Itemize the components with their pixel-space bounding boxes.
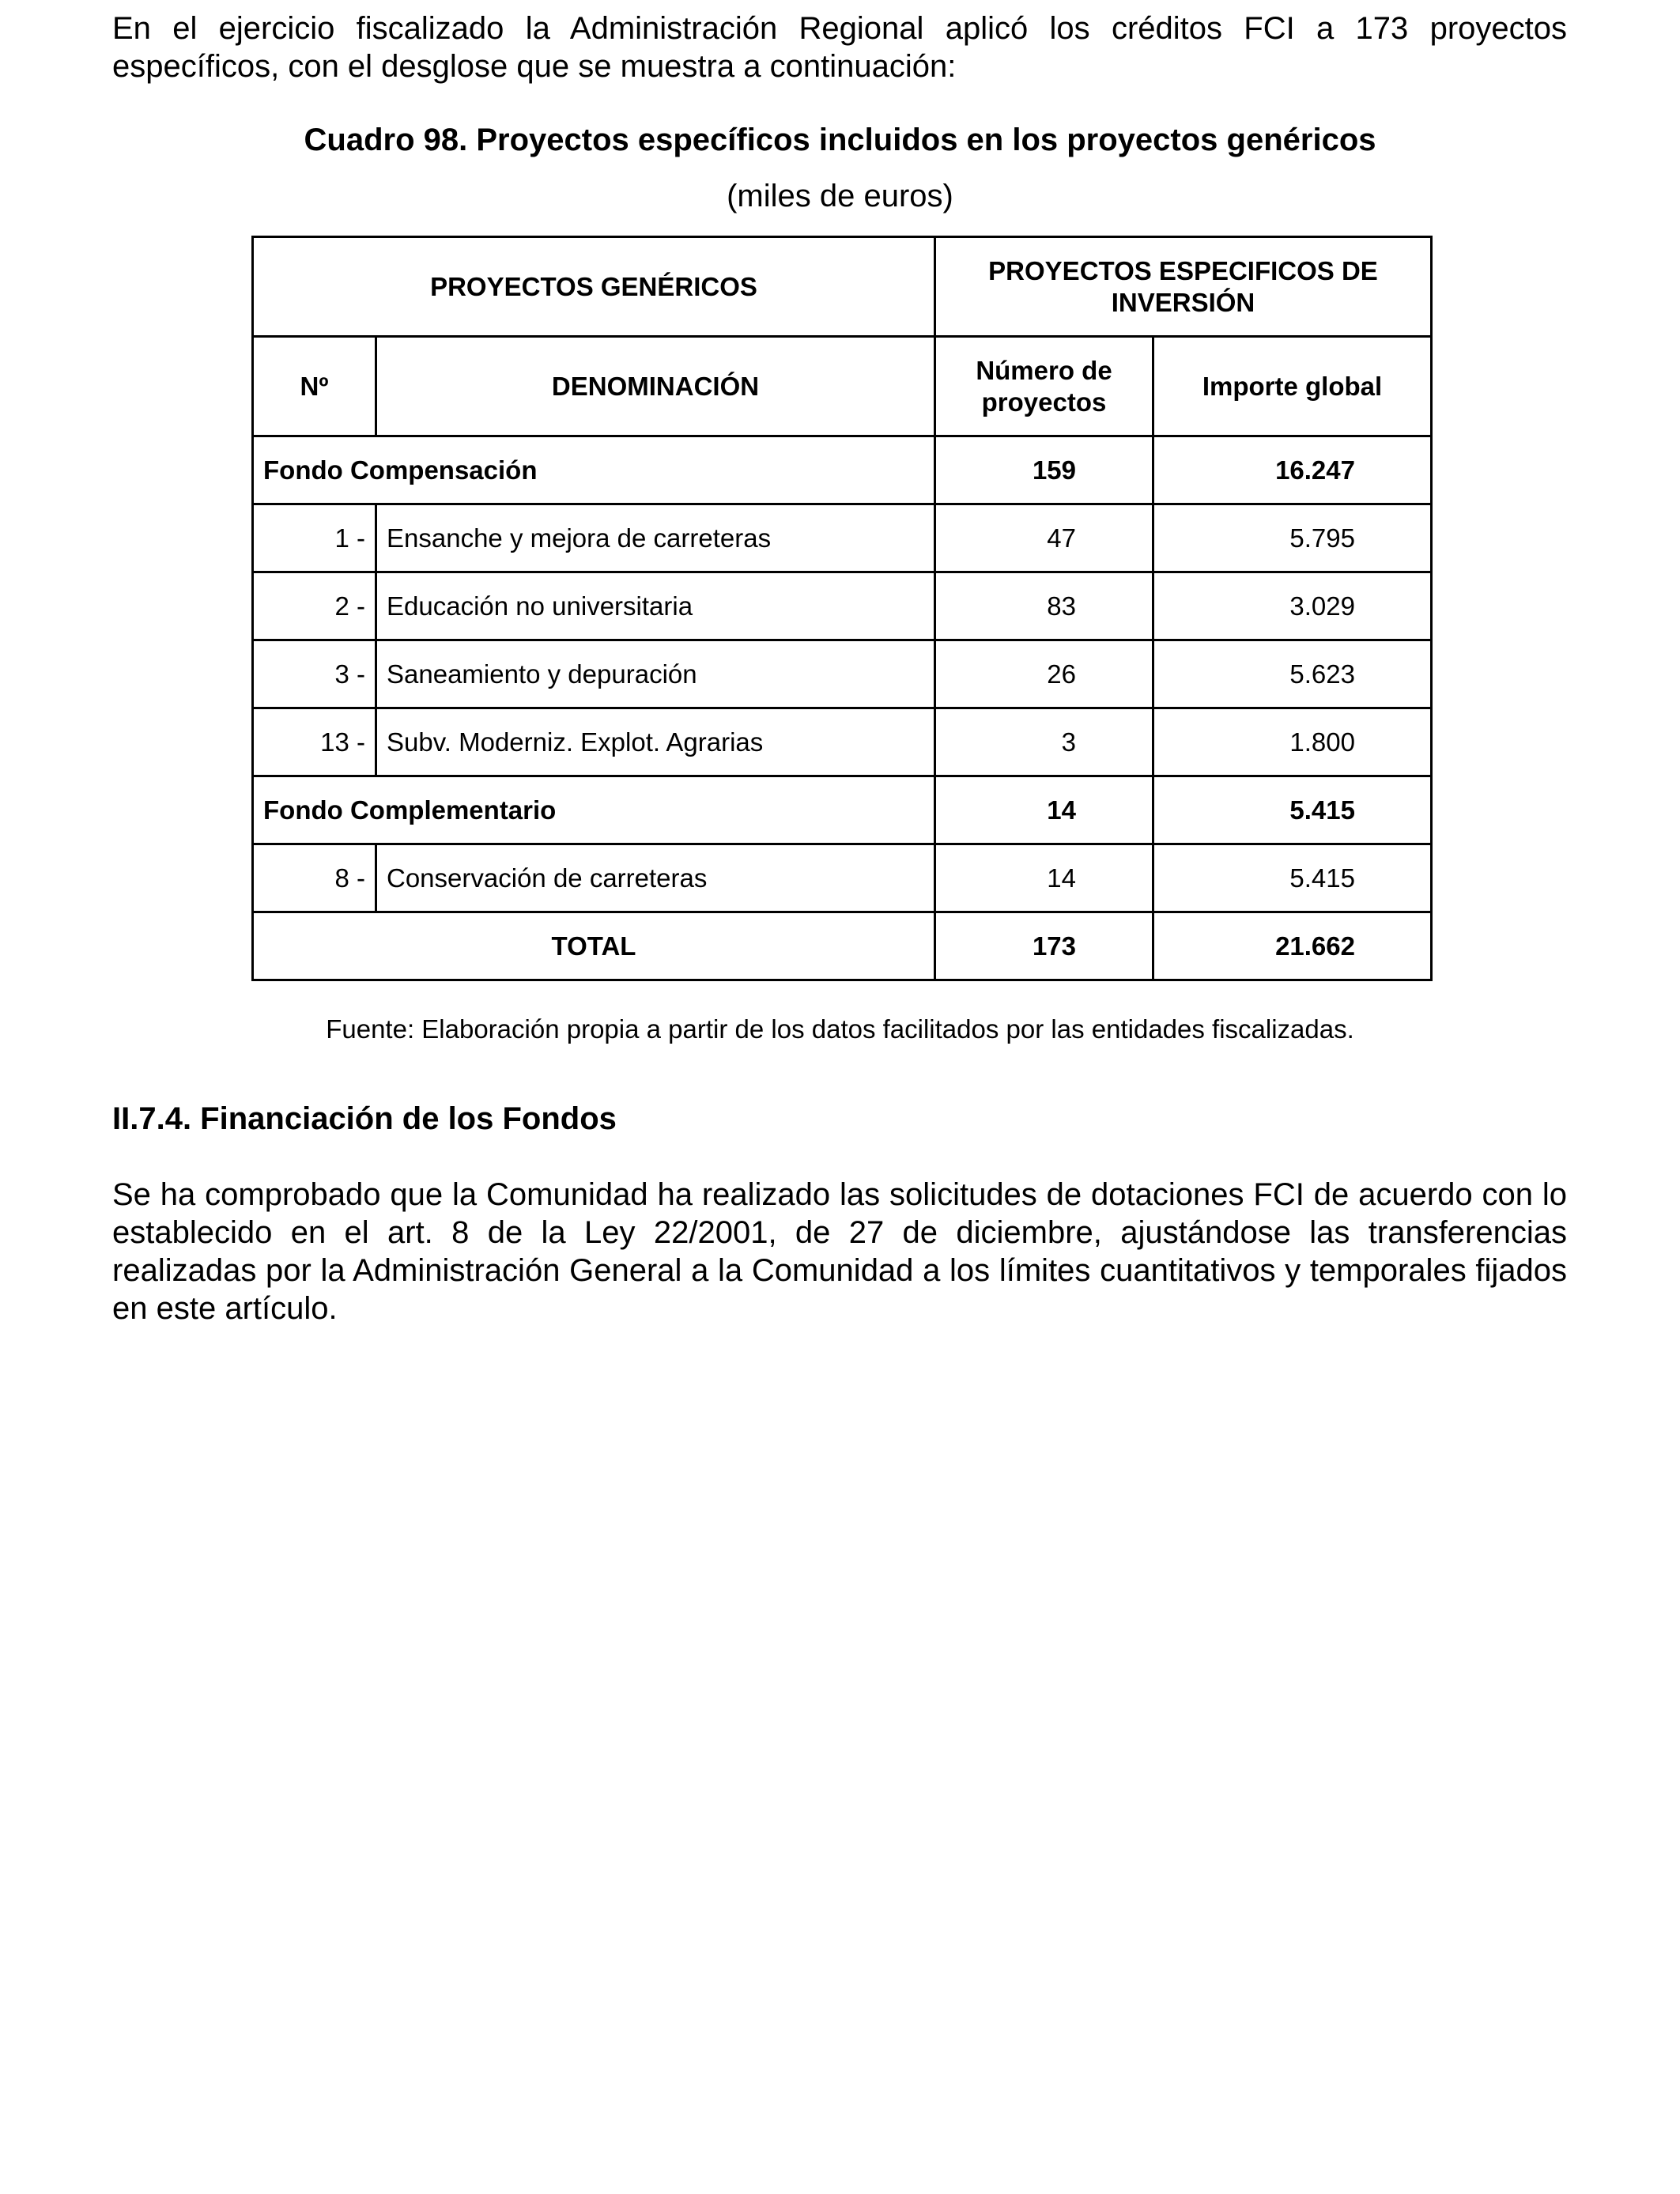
intro-paragraph: En el ejercicio fiscalizado la Administración Regional aplicó los créditos FCI a 173 proyectos específicos, con el desglose que se muestra a continuación: [112,11,1567,84]
header-global-amount: Importe global [1153,337,1432,436]
table-caption-unit: (miles de euros) [727,179,953,213]
row-count: 47 [935,504,1153,572]
row-number: 8 - [253,844,376,912]
row-number: 13 - [253,708,376,776]
header-project-count: Número de proyectos [935,337,1153,436]
row-count: 26 [935,640,1153,708]
group-row-fondo-complementario [253,776,1432,844]
table-row [253,572,1432,640]
header-generic-projects: PROYECTOS GENÉRICOS [253,237,935,337]
header-denomination: DENOMINACIÓN [376,337,935,436]
row-denomination: Educación no universitaria [376,572,935,640]
row-denomination: Saneamiento y depuración [376,640,935,708]
table-caption-title: Cuadro 98. Proyectos específicos incluidos en los proyectos genéricos [304,123,1376,157]
table-row [253,504,1432,572]
table-source-note: Fuente: Elaboración propia a partir de los datos facilitados por las entidades fiscalizadas. [326,1014,1354,1044]
header-number: Nº [253,337,376,436]
row-count: 83 [935,572,1153,640]
row-denomination: Subv. Moderniz. Explot. Agrarias [376,708,935,776]
row-number: 3 - [253,640,376,708]
group-label: Fondo Complementario [253,776,935,844]
total-label: TOTAL [253,912,935,980]
table-row [253,640,1432,708]
header-specific-projects: PROYECTOS ESPECIFICOS DE INVERSIÓN [935,237,1432,337]
group-row-fondo-compensacion [253,436,1432,504]
section-heading: II.7.4. Financiación de los Fondos [112,1101,617,1136]
row-count: 14 [935,844,1153,912]
total-row [253,912,1432,980]
group-label: Fondo Compensación [253,436,935,504]
total-count: 173 [935,912,1153,980]
group-count: 159 [935,436,1153,504]
body-paragraph: Se ha comprobado que la Comunidad ha realizado las solicitudes de dotaciones FCI de acuerdo con lo establecido en el art. 8 de la Ley 22/2001, de 27 de diciembre, ajustándose las transferencias realizadas por la Administración General a la Comunidad a los límites cuantitativos y temporales fijados en este artículo. [112,1177,1567,1326]
row-amount: 1.800 [1153,708,1432,776]
row-number: 1 - [253,504,376,572]
row-number: 2 - [253,572,376,640]
table-row [253,844,1432,912]
row-amount: 5.415 [1153,844,1432,912]
row-denomination: Ensanche y mejora de carreteras [376,504,935,572]
row-count: 3 [935,708,1153,776]
group-amount: 5.415 [1153,776,1432,844]
total-amount: 21.662 [1153,912,1432,980]
group-amount: 16.247 [1153,436,1432,504]
row-denomination: Conservación de carreteras [376,844,935,912]
group-count: 14 [935,776,1153,844]
row-amount: 5.795 [1153,504,1432,572]
table-row [253,708,1432,776]
projects-table [251,236,1433,981]
row-amount: 5.623 [1153,640,1432,708]
row-amount: 3.029 [1153,572,1432,640]
